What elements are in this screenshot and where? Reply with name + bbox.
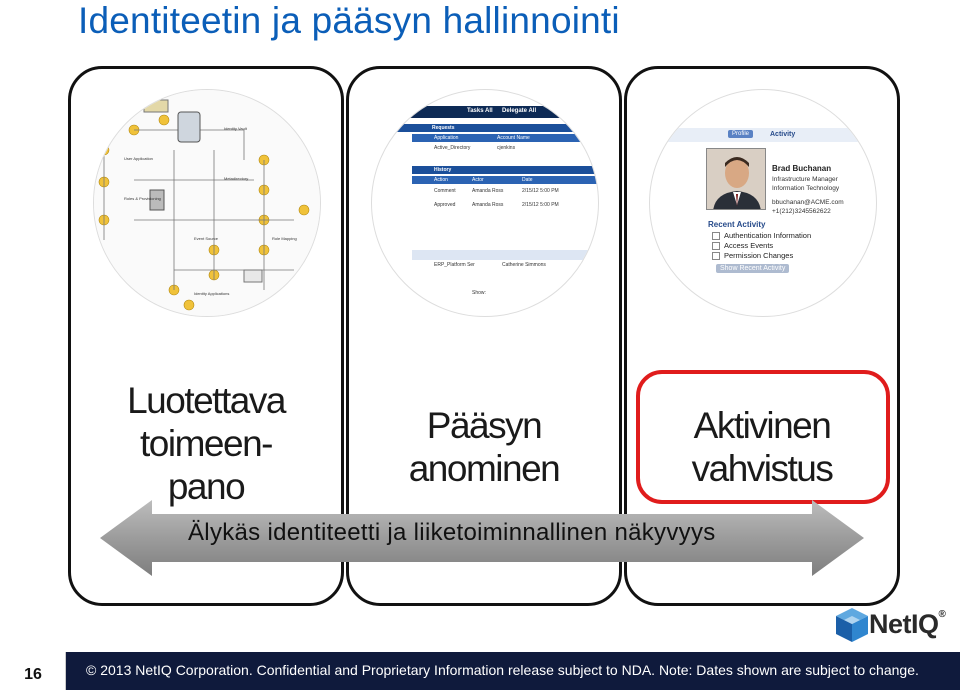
history-row-1-date: 2/15/12 5:00 PM <box>522 188 559 194</box>
svg-text:User Application: User Application <box>124 156 153 161</box>
history-section: History <box>434 167 452 173</box>
tab-tasks-all[interactable]: Tasks All <box>467 108 493 114</box>
panel-2-line-1: Pääsyn <box>426 405 542 446</box>
history-row-1-action: Comment <box>434 188 456 194</box>
slide-title: Identiteetin ja pääsyn hallinnointi <box>78 0 620 41</box>
panel-1-line-1: Luotettava <box>127 380 285 421</box>
svg-text:Identity Vault: Identity Vault <box>224 126 247 131</box>
logo-mark: ® <box>938 609 946 620</box>
col-actor: Actor <box>472 177 484 183</box>
panel-1-line-2: toimeen- <box>140 423 272 464</box>
profile-title-2: Information Technology <box>772 185 840 192</box>
highlight-frame <box>636 370 890 504</box>
panel-1-text <box>71 379 341 508</box>
footer-row-app: ERP_Platform Ser <box>434 262 475 268</box>
tab-profile[interactable]: Profile <box>728 130 753 138</box>
arrow-label: Älykäs identiteetti ja liiketoiminnallinen näkyvyys <box>188 519 716 546</box>
workflow-diagram-screenshot <box>93 89 321 317</box>
request-app-value: Active_Directory <box>434 145 471 151</box>
activity-checkbox-2[interactable] <box>712 242 720 250</box>
svg-text:Roles & Provisioning: Roles & Provisioning <box>124 196 161 201</box>
workflow-diagram-icon <box>94 90 321 317</box>
activity-checkbox-1[interactable] <box>712 232 720 240</box>
tab-delegate-all[interactable]: Delegate All <box>502 108 537 114</box>
profile-email: bbuchanan@ACME.com <box>772 199 844 206</box>
svg-text:Event Source: Event Source <box>194 236 219 241</box>
show-label: Show: <box>472 290 486 296</box>
request-account-value: cjenkins <box>497 145 516 151</box>
netiq-logo-text <box>869 609 945 640</box>
svg-text:Identity Applications: Identity Applications <box>194 291 230 296</box>
avatar <box>706 148 766 210</box>
col-action: Action <box>434 177 448 183</box>
panel-3-line-1: Aktivinen <box>693 405 831 446</box>
activity-item-3: Permission Changes <box>724 251 794 260</box>
profile-screenshot <box>649 89 877 317</box>
panel-1-line-3: pano <box>167 466 245 507</box>
panel-3-line-2: vahvistus <box>691 448 833 489</box>
requests-section: Requests <box>432 125 455 131</box>
activity-checkbox-3[interactable] <box>712 252 720 260</box>
profile-title-1: Infrastructure Manager <box>772 176 838 183</box>
panel-2-text <box>349 404 619 490</box>
copyright-text: © 2013 NetIQ Corporation. Confidential and Proprietary Information release subject to NDA. Note: Dates shown are subject to change. <box>86 662 919 678</box>
svg-text:Role Mapping: Role Mapping <box>272 236 297 241</box>
footer-row-user: Catherine Simmons <box>502 262 546 268</box>
profile-phone: +1(212)3245562622 <box>772 208 831 215</box>
request-form-screenshot <box>371 89 599 317</box>
show-recent-activity-button[interactable]: Show Recent Activity <box>716 264 789 273</box>
logo-text: NetIQ <box>869 609 939 639</box>
col-date: Date <box>522 177 533 183</box>
activity-item-1: Authentication Information <box>724 231 812 240</box>
svg-text:Metadirectory: Metadirectory <box>224 176 249 181</box>
history-row-2-date: 2/15/12 5:00 PM <box>522 202 559 208</box>
history-row-2-actor: Amanda Ross <box>472 202 504 208</box>
history-row-1-actor: Amanda Ross <box>472 188 504 194</box>
tab-activity[interactable]: Activity <box>770 131 796 138</box>
recent-activity-title: Recent Activity <box>708 220 766 229</box>
person-photo-icon <box>707 149 766 210</box>
col-application: Application <box>434 135 459 141</box>
col-account-name: Account Name <box>497 135 530 141</box>
panel-2-line-2: anominen <box>408 448 560 489</box>
activity-item-2: Access Events <box>724 241 774 250</box>
history-row-2-action: Approved <box>434 202 456 208</box>
page-number: 16 <box>24 666 42 683</box>
profile-name: Brad Buchanan <box>772 164 832 173</box>
